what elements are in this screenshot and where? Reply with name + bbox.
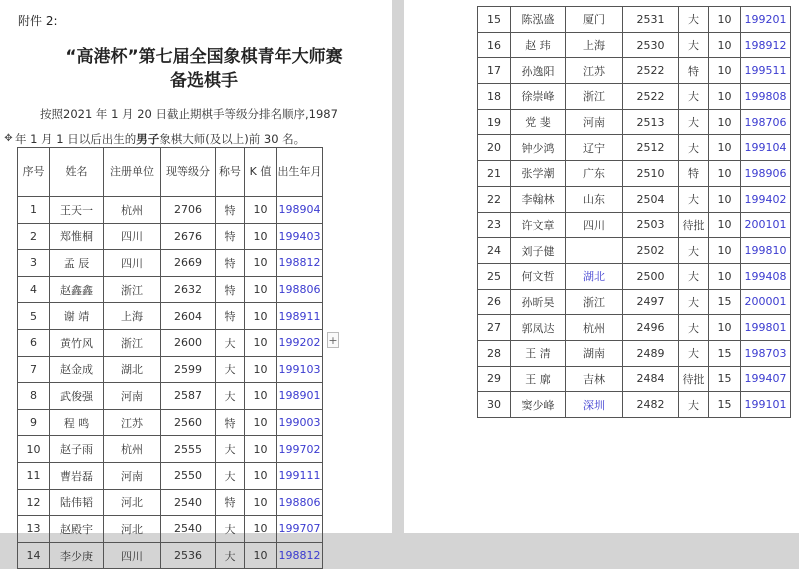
cell-birthdate: 199801 [741, 315, 791, 341]
cell-name: 陈泓盛 [511, 7, 566, 33]
cell-name: 黄竹风 [50, 329, 104, 356]
cell-birthdate: 199111 [277, 462, 323, 489]
cell-unit: 四川 [566, 212, 623, 238]
intro-line1: 按照2021 年 1 月 20 日截止期棋手等级分排名顺序,1987 [40, 107, 338, 121]
cell-birthdate: 199202 [277, 329, 323, 356]
table-row [478, 161, 791, 187]
cell-unit: 江苏 [566, 58, 623, 84]
cell-birthdate: 200001 [741, 289, 791, 315]
cell-name: 武俊强 [50, 383, 104, 410]
players-table-part2 [477, 6, 791, 418]
cell-rating: 2484 [623, 366, 679, 392]
cell-rating: 2513 [623, 109, 679, 135]
cell-unit: 浙江 [104, 276, 161, 303]
header-rating: 现等级分 [161, 148, 216, 197]
cell-rating: 2502 [623, 238, 679, 264]
cell-k-value: 10 [245, 223, 277, 250]
cell-title: 大 [679, 340, 709, 366]
cell-birthdate: 198901 [277, 383, 323, 410]
cell-rank: 25 [478, 263, 511, 289]
intro-line2-start: 年 1 月 1 日以后出生的 [15, 132, 137, 146]
cell-rank: 6 [18, 329, 50, 356]
cell-name: 王天一 [50, 197, 104, 224]
cell-k-value: 10 [709, 161, 741, 187]
header-title: 称号 [216, 148, 245, 197]
cell-rating: 2676 [161, 223, 216, 250]
cell-name: 孟 辰 [50, 250, 104, 277]
cell-k-value: 10 [245, 489, 277, 516]
cell-rating: 2560 [161, 409, 216, 436]
cell-title: 大 [679, 84, 709, 110]
cell-name: 赵子雨 [50, 436, 104, 463]
cell-rank: 10 [18, 436, 50, 463]
cell-rank: 19 [478, 109, 511, 135]
cell-unit: 杭州 [566, 315, 623, 341]
table-row [18, 436, 323, 463]
table-row [18, 356, 323, 383]
cell-rating: 2497 [623, 289, 679, 315]
cell-rank: 9 [18, 409, 50, 436]
cell-rank: 11 [18, 462, 50, 489]
cell-k-value: 10 [709, 7, 741, 33]
cell-name: 许文章 [511, 212, 566, 238]
cell-k-value: 10 [709, 315, 741, 341]
table-row [478, 58, 791, 84]
cell-rank: 3 [18, 250, 50, 277]
cell-rating: 2536 [161, 542, 216, 569]
cell-rank: 18 [478, 84, 511, 110]
header-k-value: K 值 [245, 148, 277, 197]
cell-rank: 1 [18, 197, 50, 224]
cell-k-value: 15 [709, 289, 741, 315]
cell-birthdate: 198812 [277, 250, 323, 277]
cell-name: 郭凤达 [511, 315, 566, 341]
intro-emphasis-male: 男子 [136, 132, 160, 146]
cell-k-value: 10 [709, 238, 741, 264]
cell-name: 陆伟韬 [50, 489, 104, 516]
cell-rating: 2706 [161, 197, 216, 224]
cell-birthdate: 199103 [277, 356, 323, 383]
cell-k-value: 10 [245, 303, 277, 330]
cell-name: 王 廓 [511, 366, 566, 392]
cell-unit: 浙江 [566, 84, 623, 110]
cell-rank: 22 [478, 186, 511, 212]
cell-rank: 4 [18, 276, 50, 303]
cell-rank: 28 [478, 340, 511, 366]
cell-name: 赵鑫鑫 [50, 276, 104, 303]
cell-title: 大 [216, 516, 245, 543]
cell-birthdate: 199003 [277, 409, 323, 436]
cell-title: 大 [216, 383, 245, 410]
cell-k-value: 10 [245, 409, 277, 436]
cell-k-value: 10 [709, 263, 741, 289]
table-row [478, 366, 791, 392]
cell-name: 何文哲 [511, 263, 566, 289]
cell-unit: 河南 [104, 462, 161, 489]
cell-k-value: 10 [245, 542, 277, 569]
cell-k-value: 10 [709, 32, 741, 58]
cell-rating: 2522 [623, 84, 679, 110]
table-row [18, 223, 323, 250]
cell-rank: 14 [18, 542, 50, 569]
cell-unit: 厦门 [566, 7, 623, 33]
intro-line2-end: 象棋大师(及以上)前 30 名。 [159, 132, 306, 146]
cell-unit: 湖北 [566, 263, 623, 289]
header-rank: 序号 [18, 148, 50, 197]
cell-unit: 杭州 [104, 197, 161, 224]
cell-k-value: 15 [709, 392, 741, 418]
cell-unit: 四川 [104, 542, 161, 569]
table-row [18, 383, 323, 410]
cell-rating: 2504 [623, 186, 679, 212]
cell-birthdate: 199511 [741, 58, 791, 84]
cell-birthdate: 199104 [741, 135, 791, 161]
cell-rating: 2540 [161, 489, 216, 516]
cell-title: 大 [216, 462, 245, 489]
cell-rating: 2550 [161, 462, 216, 489]
cell-k-value: 10 [245, 356, 277, 383]
cell-rating: 2599 [161, 356, 216, 383]
cell-name: 李少庚 [50, 542, 104, 569]
cell-rank: 21 [478, 161, 511, 187]
cell-rating: 2555 [161, 436, 216, 463]
cell-name: 徐崇峰 [511, 84, 566, 110]
table-row [18, 489, 323, 516]
cell-k-value: 10 [245, 383, 277, 410]
cell-name: 程 鸣 [50, 409, 104, 436]
cell-title: 大 [679, 289, 709, 315]
cell-title: 大 [679, 32, 709, 58]
cell-unit: 河南 [566, 109, 623, 135]
cell-name: 曹岩磊 [50, 462, 104, 489]
cell-rank: 23 [478, 212, 511, 238]
cell-k-value: 10 [709, 58, 741, 84]
cell-rating: 2510 [623, 161, 679, 187]
table-row [478, 212, 791, 238]
cell-unit: 河北 [104, 489, 161, 516]
cell-birthdate: 199702 [277, 436, 323, 463]
cell-unit: 河南 [104, 383, 161, 410]
header-birthdate: 出生年月 [277, 148, 323, 197]
table-row [18, 542, 323, 569]
cell-unit: 浙江 [566, 289, 623, 315]
cell-title: 特 [679, 161, 709, 187]
cell-rank: 5 [18, 303, 50, 330]
cell-name: 郑惟桐 [50, 223, 104, 250]
table-row [478, 186, 791, 212]
cell-unit: 浙江 [104, 329, 161, 356]
cell-unit: 上海 [566, 32, 623, 58]
cell-rating: 2530 [623, 32, 679, 58]
cell-unit: 四川 [104, 223, 161, 250]
cell-unit: 辽宁 [566, 135, 623, 161]
table-row [18, 303, 323, 330]
cell-name: 钟少鸿 [511, 135, 566, 161]
cell-rank: 24 [478, 238, 511, 264]
cell-k-value: 15 [709, 366, 741, 392]
cell-rating: 2587 [161, 383, 216, 410]
cell-name: 孙昕昊 [511, 289, 566, 315]
cell-title: 待批 [679, 212, 709, 238]
cell-name: 赵 玮 [511, 32, 566, 58]
cell-rating: 2540 [161, 516, 216, 543]
cell-k-value: 10 [709, 109, 741, 135]
cell-title: 大 [216, 356, 245, 383]
cell-birthdate: 200101 [741, 212, 791, 238]
table-row [18, 276, 323, 303]
cell-birthdate: 198912 [741, 32, 791, 58]
cell-k-value: 10 [245, 462, 277, 489]
cell-title: 大 [216, 436, 245, 463]
cell-k-value: 10 [709, 135, 741, 161]
cell-birthdate: 198904 [277, 197, 323, 224]
table-row [478, 32, 791, 58]
cell-title: 大 [679, 186, 709, 212]
cell-rating: 2512 [623, 135, 679, 161]
cell-rank: 20 [478, 135, 511, 161]
table-row [478, 315, 791, 341]
cell-rating: 2669 [161, 250, 216, 277]
cell-title: 大 [679, 7, 709, 33]
cell-title: 特 [216, 276, 245, 303]
table-row [18, 462, 323, 489]
cell-name: 谢 靖 [50, 303, 104, 330]
table-row [478, 263, 791, 289]
table-row [18, 409, 323, 436]
cell-name: 刘子健 [511, 238, 566, 264]
cell-k-value: 10 [709, 212, 741, 238]
table-row [478, 7, 791, 33]
cell-rating: 2482 [623, 392, 679, 418]
table-row [18, 329, 323, 356]
cell-title: 特 [216, 303, 245, 330]
add-column-button[interactable]: + [328, 334, 338, 347]
cell-k-value: 10 [709, 186, 741, 212]
cell-rating: 2600 [161, 329, 216, 356]
cell-rank: 12 [18, 489, 50, 516]
cell-rating: 2503 [623, 212, 679, 238]
cell-rating: 2522 [623, 58, 679, 84]
table-row [478, 84, 791, 110]
cell-unit: 四川 [104, 250, 161, 277]
cell-unit: 广东 [566, 161, 623, 187]
cell-title: 大 [679, 238, 709, 264]
intro-line2 [15, 131, 305, 147]
cell-k-value: 10 [245, 276, 277, 303]
table-row [18, 197, 323, 224]
cell-birthdate: 199808 [741, 84, 791, 110]
cell-name: 窦少峰 [511, 392, 566, 418]
table-header-row [18, 148, 323, 197]
cell-rating: 2500 [623, 263, 679, 289]
cell-name: 王 清 [511, 340, 566, 366]
table-row [478, 340, 791, 366]
cell-rank: 7 [18, 356, 50, 383]
cell-birthdate: 198806 [277, 489, 323, 516]
cell-k-value: 10 [709, 84, 741, 110]
cell-title: 特 [216, 489, 245, 516]
cell-birthdate: 199402 [741, 186, 791, 212]
cell-unit: 山东 [566, 186, 623, 212]
cell-title: 特 [216, 409, 245, 436]
cell-rating: 2496 [623, 315, 679, 341]
cell-title: 特 [216, 197, 245, 224]
cell-birthdate: 199201 [741, 7, 791, 33]
cell-birthdate: 199403 [277, 223, 323, 250]
cell-unit: 吉林 [566, 366, 623, 392]
cell-title: 待批 [679, 366, 709, 392]
cell-rank: 30 [478, 392, 511, 418]
cell-title: 大 [679, 109, 709, 135]
cell-rank: 8 [18, 383, 50, 410]
cell-birthdate: 199707 [277, 516, 323, 543]
cell-name: 党 斐 [511, 109, 566, 135]
cell-birthdate: 198812 [277, 542, 323, 569]
cell-title: 大 [679, 263, 709, 289]
cell-birthdate: 198806 [277, 276, 323, 303]
document-title-line1: “高港杯”第七届全国象棋青年大师赛 [65, 47, 343, 67]
cell-unit: 杭州 [104, 436, 161, 463]
cell-unit: 江苏 [104, 409, 161, 436]
cell-birthdate: 199101 [741, 392, 791, 418]
attachment-label: 附件 2: [18, 14, 58, 28]
cell-birthdate: 198703 [741, 340, 791, 366]
table-row [18, 250, 323, 277]
cell-unit: 湖南 [566, 340, 623, 366]
cell-unit: 上海 [104, 303, 161, 330]
document-page-right [404, 0, 799, 533]
cell-rank: 2 [18, 223, 50, 250]
cell-k-value: 10 [245, 329, 277, 356]
cell-title: 大 [679, 315, 709, 341]
header-unit: 注册单位 [104, 148, 161, 197]
cell-rank: 16 [478, 32, 511, 58]
cell-rank: 15 [478, 7, 511, 33]
cell-birthdate: 199810 [741, 238, 791, 264]
cell-k-value: 10 [245, 436, 277, 463]
cell-name: 赵金成 [50, 356, 104, 383]
cell-unit [566, 238, 623, 264]
cell-rating: 2531 [623, 7, 679, 33]
cell-name: 赵殿宇 [50, 516, 104, 543]
document-page-left [0, 0, 392, 563]
cell-k-value: 10 [245, 250, 277, 277]
cell-rank: 26 [478, 289, 511, 315]
table-move-handle-icon[interactable]: ✥ [4, 133, 13, 144]
cell-title: 大 [216, 329, 245, 356]
cell-rank: 17 [478, 58, 511, 84]
cell-title: 特 [216, 250, 245, 277]
cell-unit: 深圳 [566, 392, 623, 418]
cell-rating: 2489 [623, 340, 679, 366]
cell-unit: 河北 [104, 516, 161, 543]
document-title-line2: 备选棋手 [170, 71, 238, 91]
cell-birthdate: 198911 [277, 303, 323, 330]
cell-birthdate: 198906 [741, 161, 791, 187]
table-row [478, 135, 791, 161]
cell-k-value: 10 [245, 197, 277, 224]
cell-name: 李翰林 [511, 186, 566, 212]
cell-birthdate: 198706 [741, 109, 791, 135]
cell-rating: 2604 [161, 303, 216, 330]
cell-title: 大 [679, 135, 709, 161]
table-row [478, 289, 791, 315]
cell-k-value: 10 [245, 516, 277, 543]
cell-title: 大 [216, 542, 245, 569]
header-name: 姓名 [50, 148, 104, 197]
cell-unit: 湖北 [104, 356, 161, 383]
cell-title: 特 [216, 223, 245, 250]
cell-rank: 29 [478, 366, 511, 392]
cell-k-value: 15 [709, 340, 741, 366]
cell-name: 张学潮 [511, 161, 566, 187]
cell-birthdate: 199408 [741, 263, 791, 289]
cell-rating: 2632 [161, 276, 216, 303]
cell-birthdate: 199407 [741, 366, 791, 392]
players-table-part1 [17, 147, 323, 569]
cell-rank: 27 [478, 315, 511, 341]
cell-title: 大 [679, 392, 709, 418]
cell-name: 孙逸阳 [511, 58, 566, 84]
cell-rank: 13 [18, 516, 50, 543]
table-row [478, 392, 791, 418]
cell-title: 特 [679, 58, 709, 84]
table-row [18, 516, 323, 543]
table-row [478, 238, 791, 264]
table-row [478, 109, 791, 135]
